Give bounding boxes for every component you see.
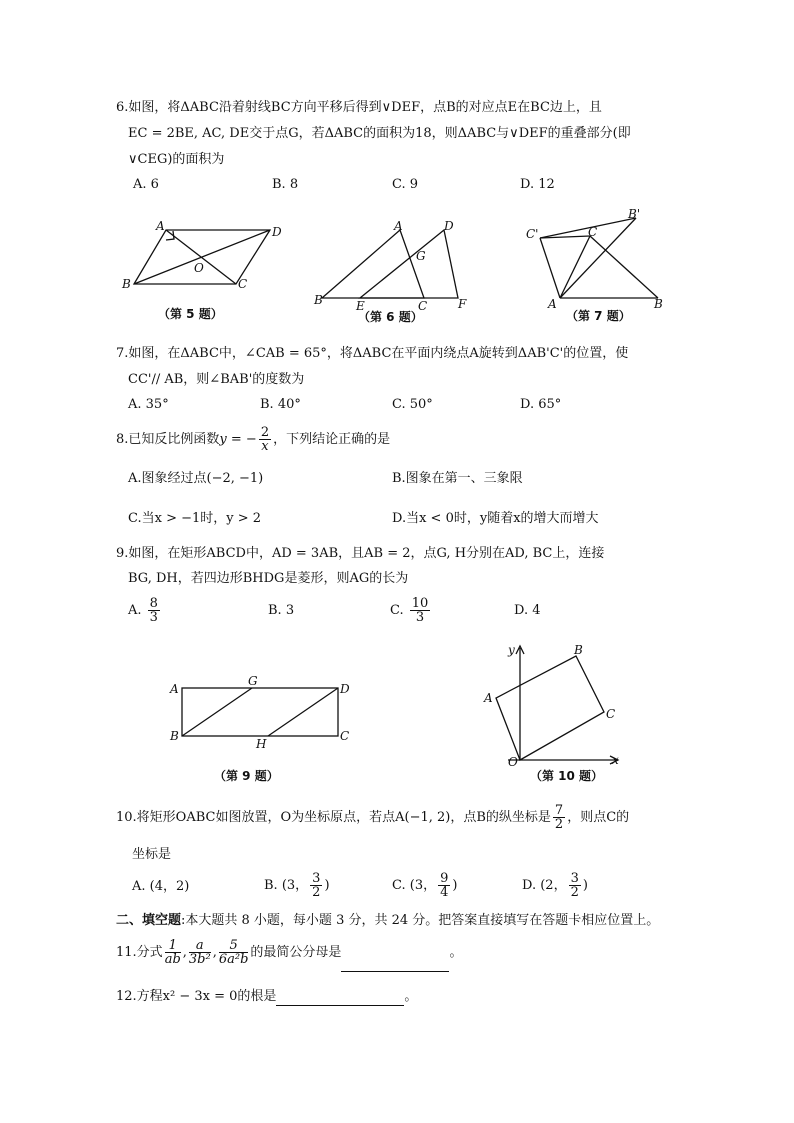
q11-suffix: 的最简公分母是	[250, 945, 342, 960]
fig10-label-x: x	[612, 753, 619, 767]
q6-line2: EC = 2BE, AC, DE交于点G，若ΔABC的面积为18，则ΔABC与∨DEF的重叠部分(即	[128, 126, 631, 141]
q7-option-b: B. 40°	[260, 397, 301, 412]
fig5-label-d: D	[272, 225, 282, 239]
fig9-segment-bg	[182, 688, 252, 736]
fig6-label-b: B	[314, 293, 323, 307]
fig9-label-d: D	[340, 682, 350, 696]
q10-option-c-num: 9	[440, 871, 449, 886]
q10-option-c-close: )	[452, 878, 458, 893]
fig6-triangle-def	[360, 230, 458, 298]
q8-fraction-den: x	[261, 439, 269, 454]
q8-function-fraction	[259, 426, 271, 453]
fig6-label-c: C	[418, 299, 428, 313]
q10-b-y-den: 2	[554, 817, 564, 832]
fig6-label-a: A	[394, 219, 403, 233]
figure-6	[312, 218, 477, 324]
fig7-c-prime-a	[540, 238, 560, 298]
fig7-caption: （第 7 题）	[566, 309, 631, 323]
q10-option-b	[264, 868, 330, 904]
q12-prefix: 12.方程x² − 3x = 0的根是	[116, 989, 277, 1004]
fig9-label-a: A	[170, 682, 179, 696]
q12-end: 。	[404, 989, 418, 1004]
q9-option-c-fraction	[410, 597, 431, 624]
q8-option-a: A.图象经过点(−2, −1)	[128, 471, 264, 486]
section-2-heading	[116, 912, 659, 930]
q8-fraction-num: 2	[260, 425, 270, 440]
q8-option-b: B.图象在第一、三象限	[392, 471, 523, 486]
q10-option-b-num: 3	[312, 871, 321, 886]
fig9-caption: （第 9 题）	[214, 769, 279, 783]
q11-f2-den: 3b²	[188, 952, 211, 967]
q9-option-a-fraction	[148, 597, 160, 624]
q11-f2-num: a	[189, 939, 211, 953]
q11-fraction-2	[189, 939, 211, 966]
fig10-caption: （第 10 题）	[530, 769, 604, 783]
fig6-label-e: E	[356, 299, 365, 313]
fig7-a-c	[560, 236, 590, 298]
figure-5	[118, 218, 288, 321]
q10-option-b-den: 2	[312, 885, 321, 900]
fig5-label-a: A	[156, 219, 165, 233]
q10-option-d-close: )	[582, 878, 588, 893]
fig7-a-b-prime	[560, 218, 636, 298]
q6-option-b: B. 8	[272, 177, 299, 192]
q11-prefix: 11.分式	[116, 945, 163, 960]
fig10-rectangle-oabc	[496, 656, 604, 760]
fig9-label-b: B	[170, 729, 179, 743]
q7-option-c: C. 50°	[392, 397, 433, 412]
q11-f1-num: 1	[165, 939, 181, 953]
q11-answer-blank[interactable]	[341, 957, 449, 972]
q8-function-lhs: y = −	[219, 432, 257, 447]
q7-option-d: D. 65°	[520, 397, 562, 412]
q6-option-d: D. 12	[520, 177, 555, 192]
q11-fraction-1	[165, 939, 181, 966]
fig7-label-c-prime: C'	[526, 227, 539, 241]
q7-line1: 7.如图，在ΔABC中，∠CAB = 65°，将ΔABC在平面内绕点A旋转到ΔAB'C'的位置，使	[116, 346, 629, 361]
q9-option-b: B. 3	[268, 603, 295, 618]
fig10-label-o: O	[508, 755, 518, 769]
q6-line3: ∨CEG)的面积为	[128, 152, 225, 167]
fig6-label-f: F	[458, 297, 467, 311]
q7-option-a: A. 35°	[128, 397, 169, 412]
fig5-caption: （第 5 题）	[158, 307, 223, 321]
q9-line1: 9.如图，在矩形ABCD中，AD = 3AB，且AB = 2，点G, H分别在AD, BC上，连接	[116, 546, 605, 561]
q6-line1: 6.如图，将ΔABC沿着射线BC方向平移后得到∨DEF，点B的对应点E在BC边上，且	[116, 100, 602, 115]
q9-option-a-den: 3	[149, 610, 158, 625]
fig5-label-c: C	[238, 277, 248, 291]
q11-sep-2: ,	[212, 945, 217, 960]
section-2-title: 二、填空题	[116, 913, 182, 928]
fig7-c-b	[590, 236, 658, 298]
fig7-label-c: C	[588, 225, 598, 239]
q8-option-c: C.当x > −1时，y > 2	[128, 511, 262, 526]
fig7-label-b: B	[654, 297, 663, 311]
q10-line1	[116, 800, 629, 836]
q10-option-b-close: )	[324, 878, 330, 893]
q10-option-a: A. (4，2)	[132, 879, 190, 894]
q10-option-c-fraction	[438, 872, 450, 899]
q9-option-c-label: C.	[390, 603, 404, 618]
q9-option-c-num: 10	[411, 596, 429, 611]
q11-f1-den: ab	[164, 952, 181, 967]
fig7-label-a: A	[548, 297, 557, 311]
q8-option-d: D.当x < 0时，y随着x的增大而增大	[392, 511, 599, 526]
q10-option-d-fraction	[569, 872, 581, 899]
q9-option-a	[128, 594, 162, 628]
q10-option-c-den: 4	[440, 885, 449, 900]
fig6-label-d: D	[444, 219, 454, 233]
q10-b-y-fraction	[553, 804, 565, 831]
q11-fraction-3	[219, 939, 249, 966]
fig10-label-c: C	[606, 707, 616, 721]
section-2-desc: :本大题共 8 小题，每小题 3 分，共 24 分。把答案直接填写在答题卡相应位置上。	[181, 913, 660, 928]
q9-line2: BG, DH，若四边形BHDG是菱形，则AG的长为	[128, 571, 409, 586]
q10-option-c-pre: C. (3，	[392, 878, 437, 893]
q6-option-c: C. 9	[392, 177, 419, 192]
fig7-label-b-prime: B'	[628, 207, 641, 221]
q10-option-d	[522, 868, 588, 904]
fig5-diagonal-ac	[166, 230, 236, 284]
q10-option-b-fraction	[310, 872, 322, 899]
q6-option-a: A. 6	[133, 177, 159, 192]
q10-option-d-pre: D. (2，	[522, 878, 567, 893]
q11-sep-1: ,	[182, 945, 187, 960]
q11-f3-den: 6a²b	[218, 952, 249, 967]
q10-option-b-pre: B. (3，	[264, 878, 309, 893]
q11-stem	[116, 934, 462, 972]
q10-line2: 坐标是	[132, 847, 172, 862]
fig5-label-b: B	[122, 277, 131, 291]
q7-line2: CC'// AB，则∠BAB'的度数为	[128, 372, 305, 387]
q9-option-d: D. 4	[514, 603, 541, 618]
q10-option-d-num: 3	[570, 871, 579, 886]
q12-stem	[116, 988, 417, 1006]
fig10-label-b: B	[574, 643, 583, 657]
q8-stem	[116, 426, 390, 453]
fig9-rectangle	[182, 688, 338, 736]
q10-option-c	[392, 868, 457, 904]
q9-option-a-label: A.	[128, 603, 142, 618]
q9-option-c-den: 3	[415, 610, 425, 625]
fig9-label-g: G	[248, 674, 258, 688]
fig9-label-h: H	[256, 737, 267, 751]
q9-option-c	[390, 594, 432, 628]
q8-suffix: ，下列结论正确的是	[273, 432, 391, 447]
q12-answer-blank[interactable]	[276, 991, 404, 1006]
figure-9	[166, 676, 361, 788]
fig9-label-c: C	[340, 729, 350, 743]
q9-option-a-num: 8	[149, 596, 158, 611]
fig10-label-a: A	[484, 691, 493, 705]
fig5-label-o: O	[194, 261, 204, 275]
fig9-segment-hd	[268, 688, 338, 736]
fig6-caption: （第 6 题）	[358, 310, 423, 324]
figure-7	[520, 206, 680, 321]
q11-end: 。	[449, 945, 463, 960]
fig6-label-g: G	[416, 249, 426, 263]
q8-prefix: 8.已知反比例函数	[116, 432, 220, 447]
q10-line1-prefix: 10.将矩形OABC如图放置，O为坐标原点，若点A(−1, 2)，点B的纵坐标是	[116, 810, 551, 825]
figure-10	[478, 640, 628, 790]
fig10-label-y: y	[508, 643, 515, 657]
q11-f3-num: 5	[219, 939, 249, 953]
q10-option-d-den: 2	[570, 885, 579, 900]
q10-b-y-num: 7	[554, 803, 564, 818]
q10-line1-suffix: ，则点C的	[567, 810, 630, 825]
